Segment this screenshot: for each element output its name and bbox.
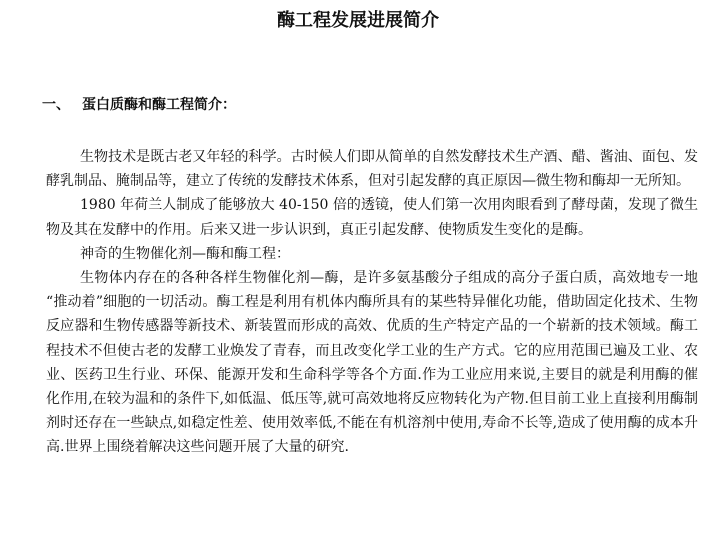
body-text bbox=[46, 145, 698, 460]
section-heading bbox=[42, 94, 236, 116]
section-heading-text: 蛋白质酶和酶工程简介： bbox=[82, 97, 236, 113]
document-title: 酶工程发展进展简介 bbox=[277, 10, 439, 31]
paragraph-2: 1980 年荷兰人制成了能够放大 40-150 倍的透镜，使人们第一次用肉眼看到了酵母菌，发现了微生物及其在发酵中的作用。后来又进一步认识到，真正引起发酵、使物质发生变化的是酶。 bbox=[46, 197, 698, 238]
section-number: 一、 bbox=[42, 97, 70, 113]
paragraph-4: 生物体内存在的各种各样生物催化剂—酶，是许多氨基酸分子组成的高分子蛋白质，高效地专一地 “推动着”细胞的一切活动。酶工程是利用有机体内酶所具有的某些特异催化功能，借助固定化技术、生物反应器和生物传感器等新技术、新装置而形成的高效、优质的生产特定产品的一个崭新的技术领域。酶工程技术不但使古老的发酵工业焕发了青春，而且改变化学工业的生产方式。它的应用范围已遍及工业、农业、医药卫生行业、环保、能源开发和生命科学等各个方面.作为工业应用来说,主要目的就是利用酶的催化作用,在较为温和的条件下,如低温、低压等,就可高效地将反应物转化为产物.但目前工业上直接利用酶制剂时还存在一些缺点,如稳定性差、使用效率低,不能在有机溶剂中使用,寿命不长等,造成了使用酶的成本升高.世界上围绕着解决这些问题开展了大量的研究. bbox=[46, 270, 698, 456]
paragraph-3: 神奇的生物催化剂—酶和酶工程： bbox=[80, 245, 290, 262]
paragraph-1: 生物技术是既古老又年轻的科学。古时候人们即从简单的自然发酵技术生产酒、醋、酱油、面包、发酵乳制品、腌制品等，建立了传统的发酵技术体系，但对引起发酵的真正原因—微生物和酶却一无所知。 bbox=[46, 149, 698, 190]
